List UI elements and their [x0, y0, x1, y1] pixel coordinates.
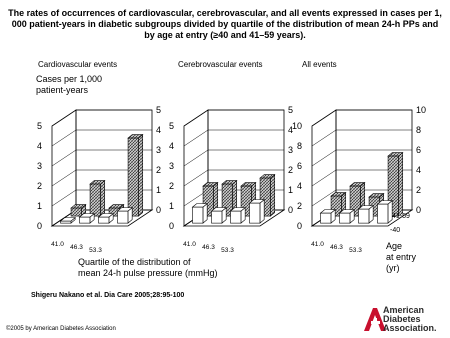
units-label-line2: patient-years [36, 85, 89, 95]
right-tick-label: 0 [156, 205, 162, 215]
left-tick-label: 2 [296, 201, 302, 211]
right-tick-label: 6 [416, 145, 422, 155]
left-tick-label: 0 [296, 221, 302, 231]
left-tick-label: 0 [36, 221, 42, 231]
category-tick-label: 53.3 [89, 247, 102, 254]
depth-label-under-40: -40 [390, 227, 401, 234]
right-tick-label: 4 [288, 125, 294, 135]
x-axis-label-line2: mean 24-h pulse pressure (mmHg) [78, 268, 218, 278]
category-tick-label: 53.3 [221, 247, 234, 254]
left-tick-label: 8 [296, 141, 302, 151]
bar-40 [340, 213, 350, 223]
right-tick-label: 4 [416, 165, 422, 175]
right-tick-label: 2 [288, 165, 294, 175]
bar-40 [359, 209, 369, 223]
citation: Shigeru Nakano et al. Dia Care 2005;28:95-100 [31, 292, 185, 299]
right-tick-label: 1 [156, 185, 162, 195]
logo-text-line3: Association. [383, 323, 437, 333]
gridline-side [312, 130, 336, 146]
right-tick-label: 2 [156, 165, 162, 175]
category-tick-label: 46.3 [330, 244, 343, 251]
category-tick-label: 53.3 [349, 247, 362, 254]
gridline-side [312, 110, 336, 126]
left-tick-label: 4 [296, 181, 302, 191]
panel-title: Cerebrovascular events [178, 60, 263, 69]
bar-40 [231, 211, 241, 223]
gridline-side [184, 170, 208, 186]
age-label-line3: (yr) [386, 263, 400, 273]
depth-label-41-59: 41-59 [392, 213, 410, 220]
right-tick-label: 1 [288, 185, 294, 195]
left-tick-label: 2 [168, 181, 174, 191]
bar-40 [250, 203, 260, 223]
left-tick-label: 10 [291, 121, 302, 131]
category-tick-label: 41.0 [311, 241, 324, 248]
x-axis-label-line1: Quartile of the distribution of [78, 257, 191, 267]
bar-40 [378, 204, 388, 223]
gridline-side [184, 110, 208, 126]
panel-title: All events [302, 60, 337, 69]
right-tick-label: 5 [288, 105, 294, 115]
gridline-side [52, 190, 76, 206]
age-label-line1: Age [386, 241, 403, 251]
bar-40 [321, 213, 331, 223]
panel-title: Cardiovascular events [38, 60, 118, 69]
right-tick-label: 10 [416, 105, 427, 115]
bar-40 [61, 221, 71, 223]
left-tick-label: 3 [36, 161, 42, 171]
bar-41-59-side [139, 135, 143, 217]
left-tick-label: 1 [168, 201, 174, 211]
bar-40 [212, 211, 222, 223]
left-tick-label: 3 [168, 161, 174, 171]
right-tick-label: 2 [416, 185, 422, 195]
left-tick-label: 5 [168, 121, 174, 131]
right-tick-label: 8 [416, 125, 422, 135]
figure-title: The rates of occurrences of cardiovascular, cerebrovascular, and all events expressed in cases per 1, 000 patient-years in diabetic subgroups divided by quartile of the distribution of mean 24-h PPs and by age at entry (≥40 and 41–59 years). [8, 8, 442, 40]
age-label-line2: at entry [386, 252, 417, 262]
left-tick-label: 5 [36, 121, 42, 131]
gridline-side [184, 150, 208, 166]
bar-41-59 [128, 138, 138, 216]
right-tick-label: 0 [416, 205, 422, 215]
left-tick-label: 0 [168, 221, 174, 231]
bar-41-59 [71, 208, 81, 216]
gridline-side [52, 130, 76, 146]
right-tick-label: 0 [288, 205, 294, 215]
bar-40 [118, 211, 128, 223]
gridline-side [312, 170, 336, 186]
bar-40-side [260, 200, 264, 224]
left-tick-label: 1 [36, 201, 42, 211]
category-tick-label: 41.0 [51, 241, 64, 248]
gridline-side [52, 110, 76, 126]
right-tick-label: 4 [156, 125, 162, 135]
copyright: ©2005 by American Diabetes Association [6, 326, 116, 332]
gridline-side [312, 150, 336, 166]
left-tick-label: 2 [36, 181, 42, 191]
bar-40 [80, 217, 90, 223]
units-label-line1: Cases per 1,000 [36, 74, 103, 84]
bar-40 [193, 207, 203, 223]
bar-41-59 [90, 184, 100, 216]
right-tick-label: 3 [288, 145, 294, 155]
right-tick-label: 5 [156, 105, 162, 115]
category-tick-label: 41.0 [183, 241, 196, 248]
left-tick-label: 6 [296, 161, 302, 171]
gridline-side [52, 170, 76, 186]
gridline-side [52, 150, 76, 166]
bar-41-59-side [271, 175, 275, 217]
category-tick-label: 46.3 [202, 244, 215, 251]
right-tick-label: 3 [156, 145, 162, 155]
logo-text-line2: Diabetes [383, 314, 421, 324]
bar-40 [99, 217, 109, 223]
bar-41-59-side [399, 153, 403, 217]
bar-41-59-side [101, 181, 105, 217]
category-tick-label: 46.3 [70, 244, 83, 251]
logo-text-line1: American [383, 305, 425, 315]
left-tick-label: 4 [168, 141, 174, 151]
left-tick-label: 4 [36, 141, 42, 151]
gridline-side [184, 130, 208, 146]
